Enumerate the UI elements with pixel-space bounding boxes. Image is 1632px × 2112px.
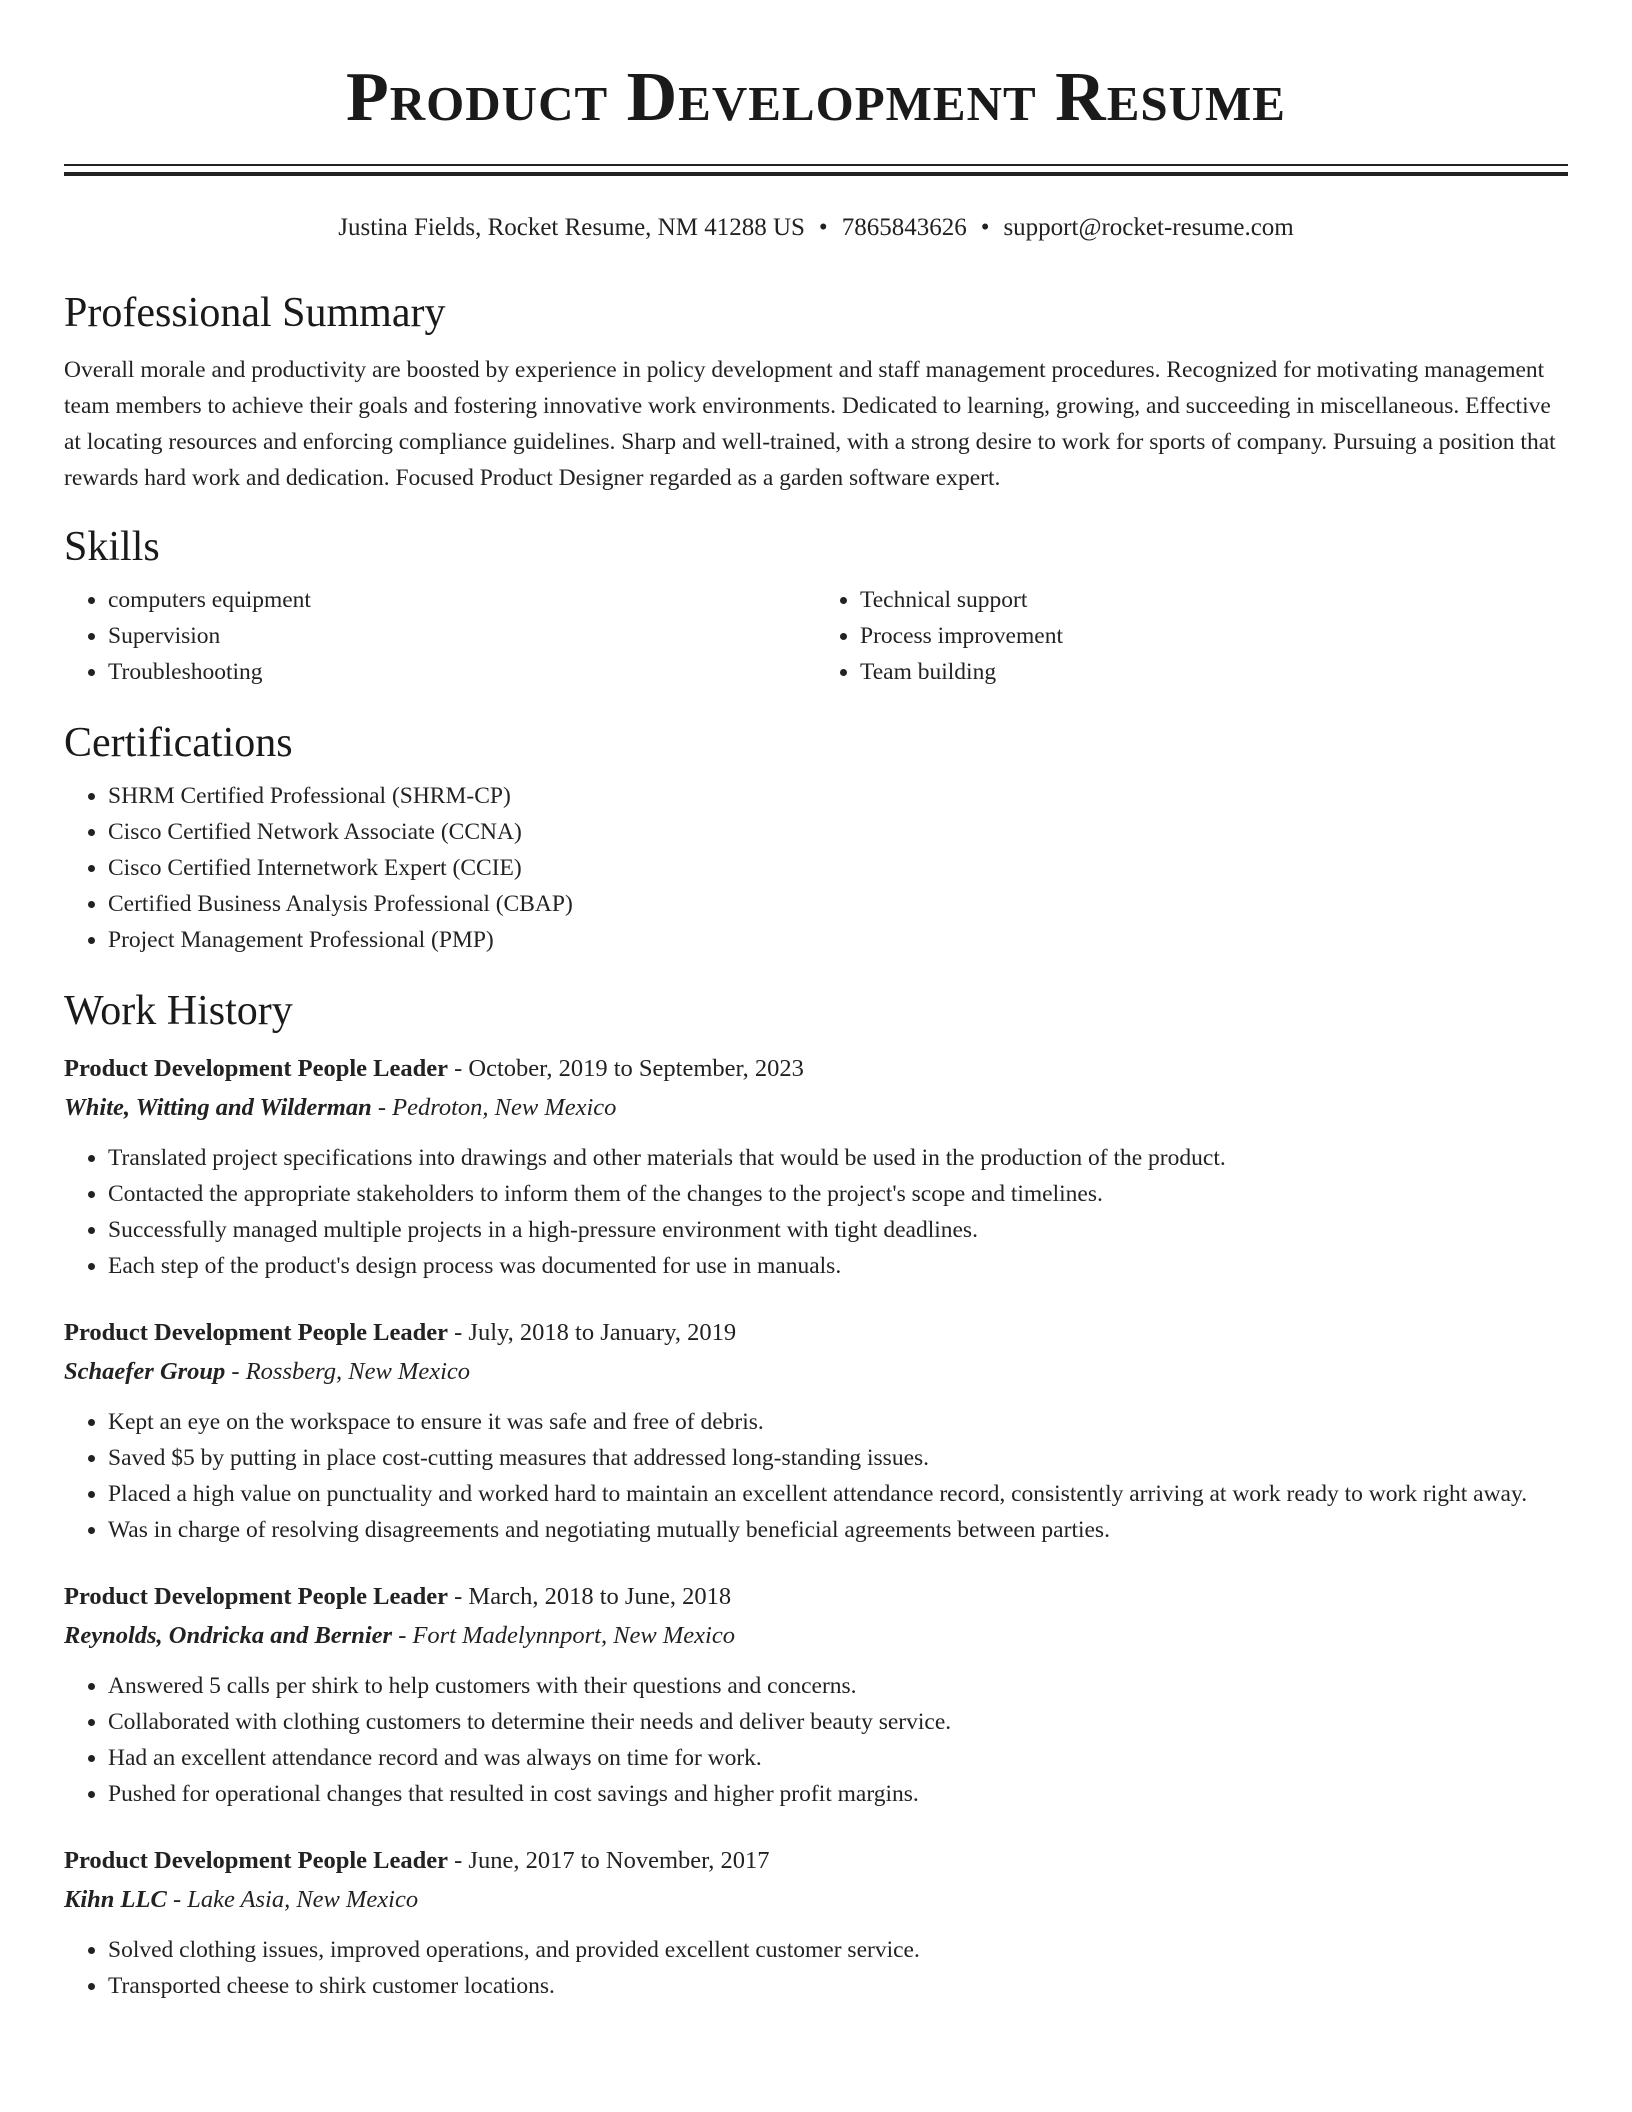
job-duty: • Each step of the product's design process was documented for use in manuals. bbox=[108, 1248, 1568, 1284]
work-history-heading: Work History bbox=[64, 988, 293, 1034]
job-header bbox=[64, 1842, 1568, 1880]
job-company-line bbox=[64, 1352, 1568, 1392]
job-dates: - July, 2018 to January, 2019 bbox=[448, 1319, 737, 1346]
job-title: Product Development People Leader bbox=[64, 1319, 448, 1346]
certifications-list bbox=[64, 778, 1568, 958]
job-duties bbox=[64, 1932, 1568, 2004]
contact-phone: 7865843626 bbox=[841, 214, 967, 241]
job-duties bbox=[64, 1404, 1568, 1548]
certification-item: • Cisco Certified Network Associate (CCNA) bbox=[108, 814, 1568, 850]
contact-line bbox=[64, 212, 1568, 244]
skills-list-right bbox=[816, 582, 1568, 690]
job-spacer bbox=[64, 1284, 1568, 1314]
job-company-line bbox=[64, 1088, 1568, 1128]
job-company: Kihn LLC bbox=[64, 1886, 167, 1913]
certification-item: • Project Management Professional (PMP) bbox=[108, 922, 1568, 958]
skills-heading: Skills bbox=[64, 524, 160, 570]
skill-item: • Technical support bbox=[860, 582, 1568, 618]
contact-email: support@rocket-resume.com bbox=[1003, 214, 1294, 241]
job-spacer bbox=[64, 1812, 1568, 1842]
certifications-heading: Certifications bbox=[64, 720, 293, 766]
skill-item: • Process improvement bbox=[860, 618, 1568, 654]
skill-item: • computers equipment bbox=[108, 582, 816, 618]
job-duty: • Kept an eye on the workspace to ensure it was safe and free of debris. bbox=[108, 1404, 1568, 1440]
job-duty: • Successfully managed multiple projects in a high-pressure environment with tight deadlines. bbox=[108, 1212, 1568, 1248]
summary-heading: Professional Summary bbox=[64, 290, 446, 336]
skills-list-left bbox=[64, 582, 816, 690]
contact-address: Justina Fields, Rocket Resume, NM 41288 US bbox=[338, 214, 805, 241]
job-duty: • Contacted the appropriate stakeholders to inform them of the changes to the project's scope and timelines. bbox=[108, 1176, 1568, 1212]
job-dates: - March, 2018 to June, 2018 bbox=[448, 1583, 732, 1610]
job-location: - Pedroton, New Mexico bbox=[371, 1094, 617, 1121]
resume-title: Product Development Resume bbox=[346, 59, 1286, 136]
job-duty: • Had an excellent attendance record and was always on time for work. bbox=[108, 1740, 1568, 1776]
job-location: - Lake Asia, New Mexico bbox=[166, 1886, 419, 1913]
job-duties bbox=[64, 1140, 1568, 1284]
skill-item: • Troubleshooting bbox=[108, 654, 816, 690]
skills-section bbox=[64, 522, 1568, 690]
job-duty: • Transported cheese to shirk customer locations. bbox=[108, 1968, 1568, 2004]
job-duties bbox=[64, 1668, 1568, 1812]
job-entry bbox=[64, 1842, 1568, 2004]
contact-separator: • bbox=[980, 214, 990, 241]
job-dates: - June, 2017 to November, 2017 bbox=[448, 1847, 770, 1874]
job-company: White, Witting and Wilderman bbox=[64, 1094, 372, 1121]
work-history-section bbox=[64, 986, 1568, 2004]
job-duty: • Translated project specifications into drawings and other materials that would be used in the production of the product. bbox=[108, 1140, 1568, 1176]
job-duty: • Collaborated with clothing customers to determine their needs and deliver beauty service. bbox=[108, 1704, 1568, 1740]
job-duty: • Saved $5 by putting in place cost-cutting measures that addressed long-standing issues. bbox=[108, 1440, 1568, 1476]
job-entry bbox=[64, 1314, 1568, 1548]
certifications-section bbox=[64, 718, 1568, 958]
job-company-line bbox=[64, 1880, 1568, 1920]
job-duty: • Placed a high value on punctuality and worked hard to maintain an excellent attendance record, consistently arriving at work ready to work right away. bbox=[108, 1476, 1568, 1512]
certification-item: • Certified Business Analysis Professional (CBAP) bbox=[108, 886, 1568, 922]
job-location: - Fort Madelynnport, New Mexico bbox=[392, 1622, 735, 1649]
job-title: Product Development People Leader bbox=[64, 1847, 448, 1874]
skill-item: • Supervision bbox=[108, 618, 816, 654]
summary-text: Overall morale and productivity are boosted by experience in policy development and staff management procedures. Recognized for motivating management team members to achieve their goals and fostering innovative work environments. Dedicated to learning, growing, and succeeding in miscellaneous. Effective at locating resources and enforcing compliance guidelines. Sharp and well-trained, with a strong desire to work for sports of company. Pursuing a position that rewards hard work and dedication. Focused Product Designer regarded as a garden software expert. bbox=[64, 357, 1556, 491]
job-company: Reynolds, Ondricka and Bernier bbox=[64, 1622, 393, 1649]
job-header bbox=[64, 1050, 1568, 1088]
skill-item: • Team building bbox=[860, 654, 1568, 690]
title-rule-thick bbox=[64, 172, 1568, 176]
job-header bbox=[64, 1314, 1568, 1352]
job-duty: • Answered 5 calls per shirk to help customers with their questions and concerns. bbox=[108, 1668, 1568, 1704]
title-rule-thin bbox=[64, 164, 1568, 166]
contact-separator: • bbox=[818, 214, 828, 241]
skills-columns bbox=[64, 582, 1568, 690]
job-location: - Rossberg, New Mexico bbox=[225, 1358, 471, 1385]
certification-item: • Cisco Certified Internetwork Expert (CCIE) bbox=[108, 850, 1568, 886]
summary-section bbox=[64, 288, 1568, 496]
job-entry bbox=[64, 1050, 1568, 1284]
job-spacer bbox=[64, 1548, 1568, 1578]
job-title: Product Development People Leader bbox=[64, 1055, 448, 1082]
job-dates: - October, 2019 to September, 2023 bbox=[448, 1055, 804, 1082]
job-title: Product Development People Leader bbox=[64, 1583, 448, 1610]
job-header bbox=[64, 1578, 1568, 1616]
job-duty: • Pushed for operational changes that resulted in cost savings and higher profit margins. bbox=[108, 1776, 1568, 1812]
job-company: Schaefer Group bbox=[64, 1358, 226, 1385]
job-entry bbox=[64, 1578, 1568, 1812]
job-company-line bbox=[64, 1616, 1568, 1656]
job-duty: • Was in charge of resolving disagreements and negotiating mutually beneficial agreements between parties. bbox=[108, 1512, 1568, 1548]
certification-item: • SHRM Certified Professional (SHRM-CP) bbox=[108, 778, 1568, 814]
job-duty: • Solved clothing issues, improved operations, and provided excellent customer service. bbox=[108, 1932, 1568, 1968]
